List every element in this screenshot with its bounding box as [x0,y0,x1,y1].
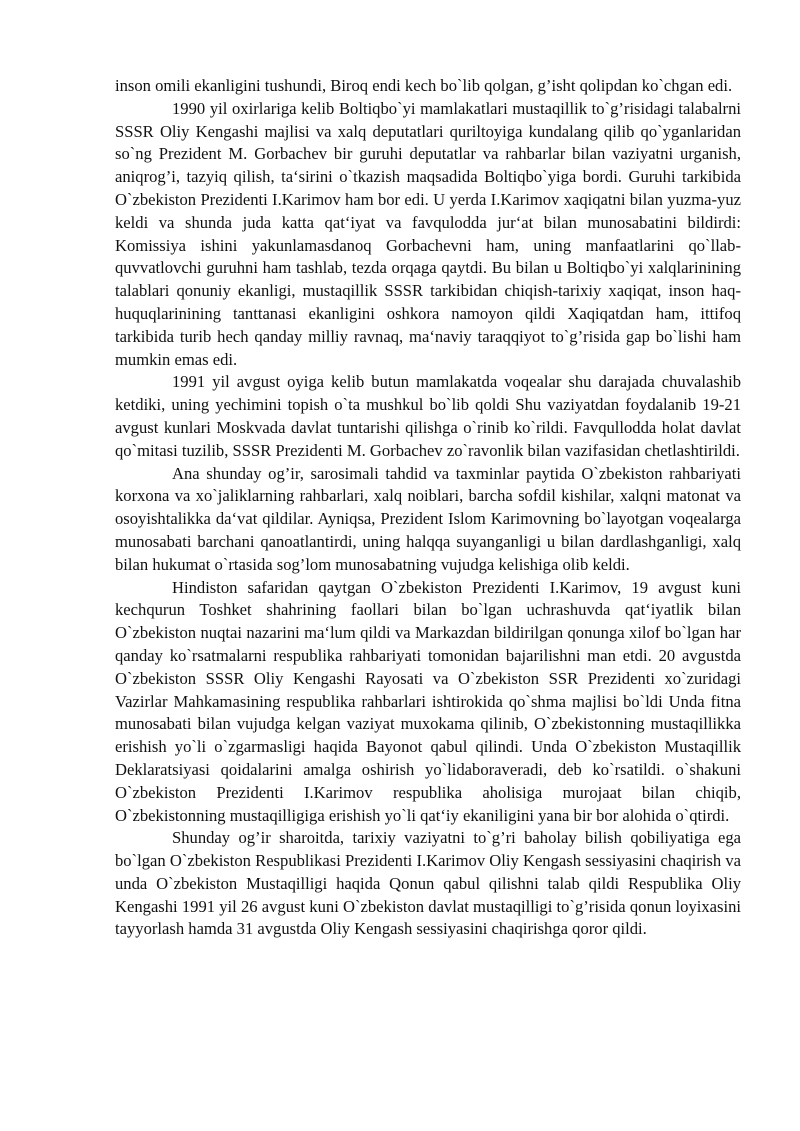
paragraph-4: Ana shunday og’ir, sarosimali tahdid va taxminlar paytida O`zbekiston rahbariyati korxona va xo`jaliklarning rahbarlari, xalq noiblari, barcha sofdil kishilar, xalqni matonat va osoyishtalikka da‘vat qildilar. Ayniqsa, Prezident Islom Karimovning bo`layotgan voqealarga munosabati barchani qanoatlantirdi, uning halqqa suyanganligi u bilan dardlashganligi, xalq bilan hukumat o`rtasida sog’lom munosabatning vujudga kelishiga olib keldi. [115,463,741,574]
paragraph-5: Hindiston safaridan qaytgan O`zbekiston Prezidenti I.Karimov, 19 avgust kuni kechqurun Toshket shahrining faollari bilan bo`lgan uchrashuvda qat‘iyatlik bilan O`zbekiston nuqtai nazarini ma‘lum qildi va Markazdan bildirilgan qonunga xilof bo`lgan har qanday ko`rsatmalarni respublika rahbariyati tomonidan bajarilishni man etdi. 20 avgustda O`zbekiston SSSR Oliy Kengashi Rayosati va O`zbekiston SSR Prezidenti xo`zuridagi Vazirlar Mahkamasining respublika rahbarlari ishtirokida qo`shma majlisi bo`ldi Unda fitna munosabati bilan vujudga kelgan vaziyat muxokama qilinib, O`zbekistonning mustaqillikka erishish yo`li o`zgarmasligi haqida Bayonot qabul qilindi. Unda O`zbekiston Mustaqillik Deklaratsiyasi qoidalarini amalga oshirish yo`lidaboraveradi, deb ko`rsatildi. o`shakuni O`zbekiston Prezidenti I.Karimov respublika aholisiga murojaat bilan chiqib, O`zbekistonning mustaqilligiga erishish yo`li qat‘iy ekaniligini yana bir bor alohida o`qtirdi. [115,577,741,825]
paragraph-2: 1990 yil oxirlariga kelib Boltiqbo`yi mamlakatlari mustaqillik to`g’risidagi talabalrni SSSR Oliy Kengashi majlisi va xalq deputatlari quriltoyiga kundalang qilib qo`yganlaridan so`ng Prezident M. Gorbachev bir guruhi deputatlar va rahbarlar bilan vaziyatni urganish, aniqrog’i, tazyiq qilish, ta‘sirini o`tkazish maqsadida Boltiqbo`yiga bordi. Guruhi tarkibida O`zbekiston Prezidenti I.Karimov ham bor edi. U yerda I.Karimov xaqiqatni bilan yuzma-yuz keldi va shunda juda katta qat‘iyat va favqulodda jur‘at bilan munosabatini bildirdi: Komissiya ishini yakunlamasdanoq Gorbachevni ham, uning manfaatlarini qo`llab-quvvatlovchi guruhni ham tashlab, tezda orqaga qaytdi. Bu bilan u Boltiqbo`yi xalqlarinining talablari qonuniy ekanligi, mustaqillik SSSR tarkibidan chiqish-tarixiy xaqiqat, inson haq-huquqlarinining tanttanasi ekanligini oshkora namoyon qildi Xaqiqatdan ham, ittifoq tarkibida turib hech qanday milliy ravnaq, ma‘naviy taraqqiyot to`g’risida gap bo`lishi ham mumkin emas edi. [115,98,741,369]
paragraph-3: 1991 yil avgust oyiga kelib butun mamlakatda voqealar shu darajada chuvalashib ketdiki, uning yechimini topish o`ta mushkul bo`lib qoldi Shu vaziyatdan foydalanib 19-21 avgust kunlari Moskvada davlat tuntarishi qilishga o`rinib ko`rildi. Favqullodda holat davlat qo`mitasi tuzilib, SSSR Prezidenti M. Gorbachev zo`ravonlik bilan vazifasidan chetlashtirildi. [115,372,741,460]
paragraph-1: inson omili ekanligini tushundi, Biroq endi kech bo`lib qolgan, g’isht qolipdan ko`chgan edi. [115,76,733,95]
paragraph-6: Shunday og’ir sharoitda, tarixiy vaziyatni to`g’ri baholay bilish qobiliyatiga ega bo`lgan O`zbekiston Respublikasi Prezidenti I.Karimov Oliy Kengash sessiyasini chaqirish va unda O`zbekiston Mustaqilligi haqida Qonun qabul qilishni talab qildi Respublika Oliy Kengashi 1991 yil 26 avgust kuni O`zbekiston davlat mustaqilligi to`g’risida qonun loyixasini tayyorlash hamda 31 avgustda Oliy Kengash sessiyasini chaqirishga qoror qildi. [115,828,741,939]
document-page [115,75,741,941]
